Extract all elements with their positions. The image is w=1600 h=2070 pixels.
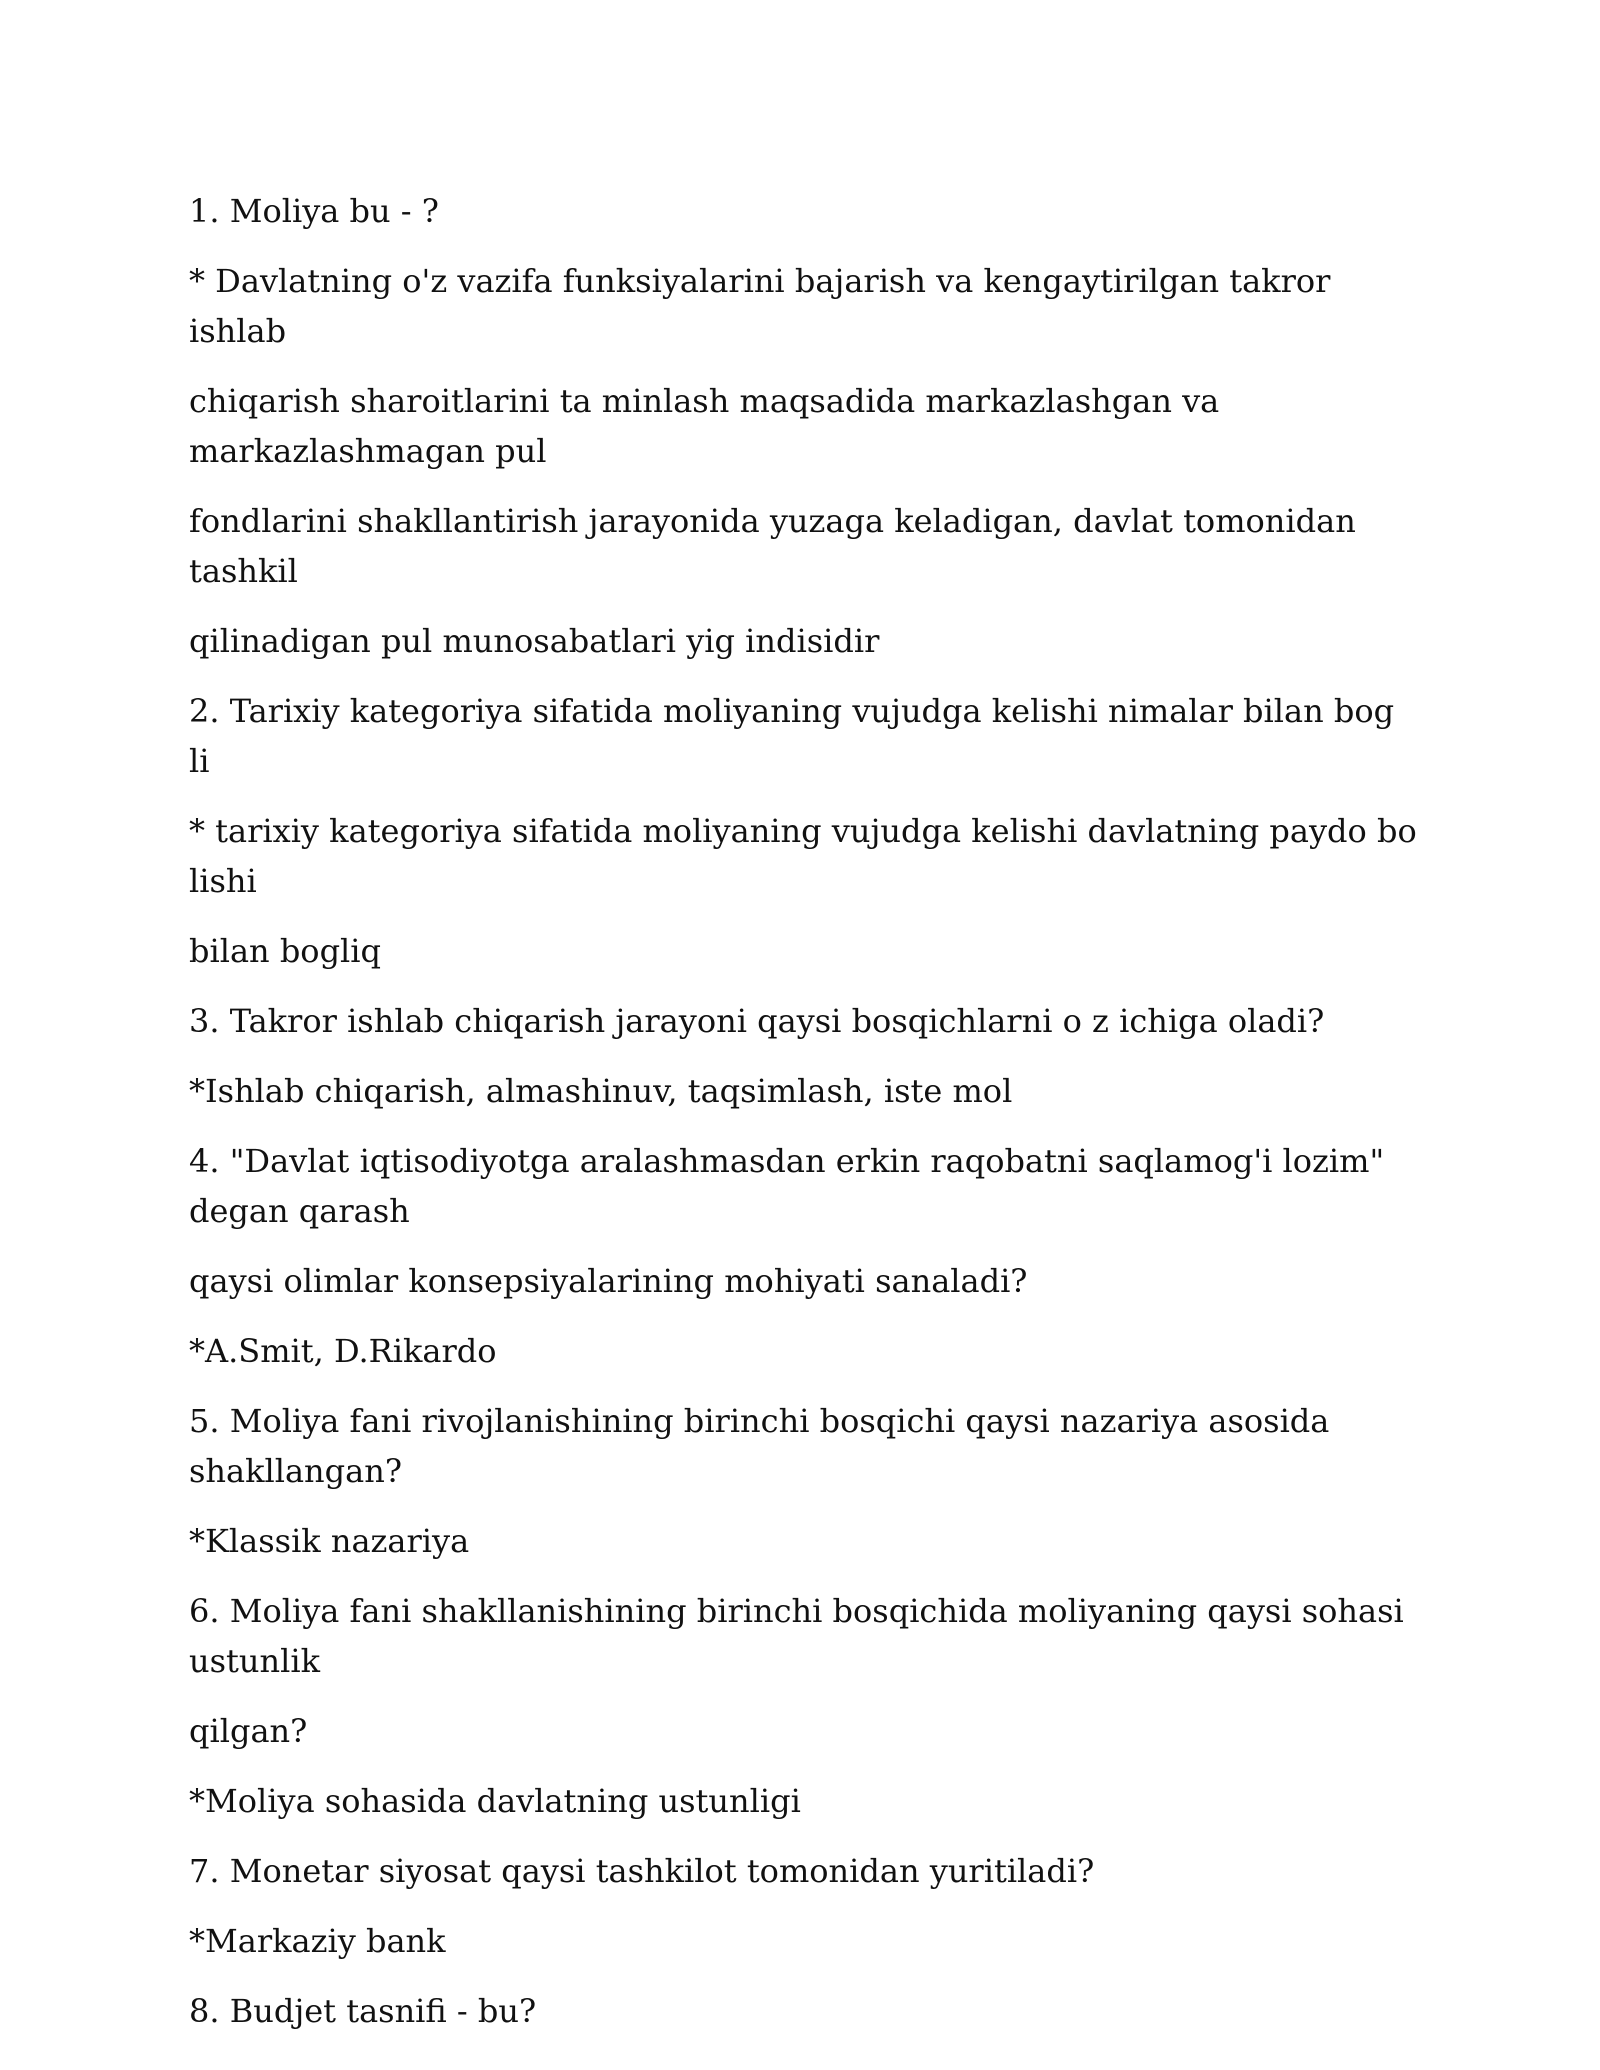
paragraph-8: bilan bogliq bbox=[189, 932, 381, 970]
document-body bbox=[189, 186, 1419, 2056]
paragraph-7: * tarixiy kategoriya sifatida moliyaning vujudga kelishi davlatning paydo bo lishi bbox=[189, 812, 1417, 900]
paragraph-10: *Ishlab chiqarish, almashinuv, taqsimlash, iste mol bbox=[189, 1072, 1013, 1110]
paragraph-2: * Davlatning o'z vazifa funksiyalarini bajarish va kengaytirilgan takror ishlab bbox=[189, 262, 1331, 350]
paragraph-17: qilgan? bbox=[189, 1712, 308, 1750]
paragraph-14: 5. Moliya fani rivojlanishining birinchi bosqichi qaysi nazariya asosida shakllangan? bbox=[189, 1402, 1330, 1490]
paragraph-13: *A.Smit, D.Rikardo bbox=[189, 1332, 497, 1370]
paragraph-18: *Moliya sohasida davlatning ustunligi bbox=[189, 1782, 801, 1820]
paragraph-11: 4. "Davlat iqtisodiyotga aralashmasdan erkin raqobatni saqlamog'i lozim" degan qarash bbox=[189, 1142, 1385, 1230]
paragraph-12: qaysi olimlar konsepsiyalarining mohiyati sanaladi? bbox=[189, 1262, 1028, 1300]
paragraph-4: fondlarini shakllantirish jarayonida yuzaga keladigan, davlat tomonidan tashkil bbox=[189, 502, 1356, 590]
paragraph-21: 8. Budjet tasnifi - bu? bbox=[189, 1992, 537, 2030]
paragraph-20: *Markaziy bank bbox=[189, 1922, 446, 1960]
paragraph-6: 2. Tarixiy kategoriya sifatida moliyaning vujudga kelishi nimalar bilan bog li bbox=[189, 692, 1395, 780]
paragraph-16: 6. Moliya fani shakllanishining birinchi bosqichida moliyaning qaysi sohasi ustunlik bbox=[189, 1592, 1404, 1680]
paragraph-15: *Klassik nazariya bbox=[189, 1522, 470, 1560]
paragraph-19: 7. Monetar siyosat qaysi tashkilot tomonidan yuritiladi? bbox=[189, 1852, 1095, 1890]
paragraph-1: 1. Moliya bu - ? bbox=[189, 192, 439, 230]
paragraph-3: chiqarish sharoitlarini ta minlash maqsadida markazlashgan va markazlashmagan pul bbox=[189, 382, 1220, 470]
paragraph-9: 3. Takror ishlab chiqarish jarayoni qaysi bosqichlarni o z ichiga oladi? bbox=[189, 1002, 1325, 1040]
paragraph-5: qilinadigan pul munosabatlari yig indisidir bbox=[189, 622, 880, 660]
